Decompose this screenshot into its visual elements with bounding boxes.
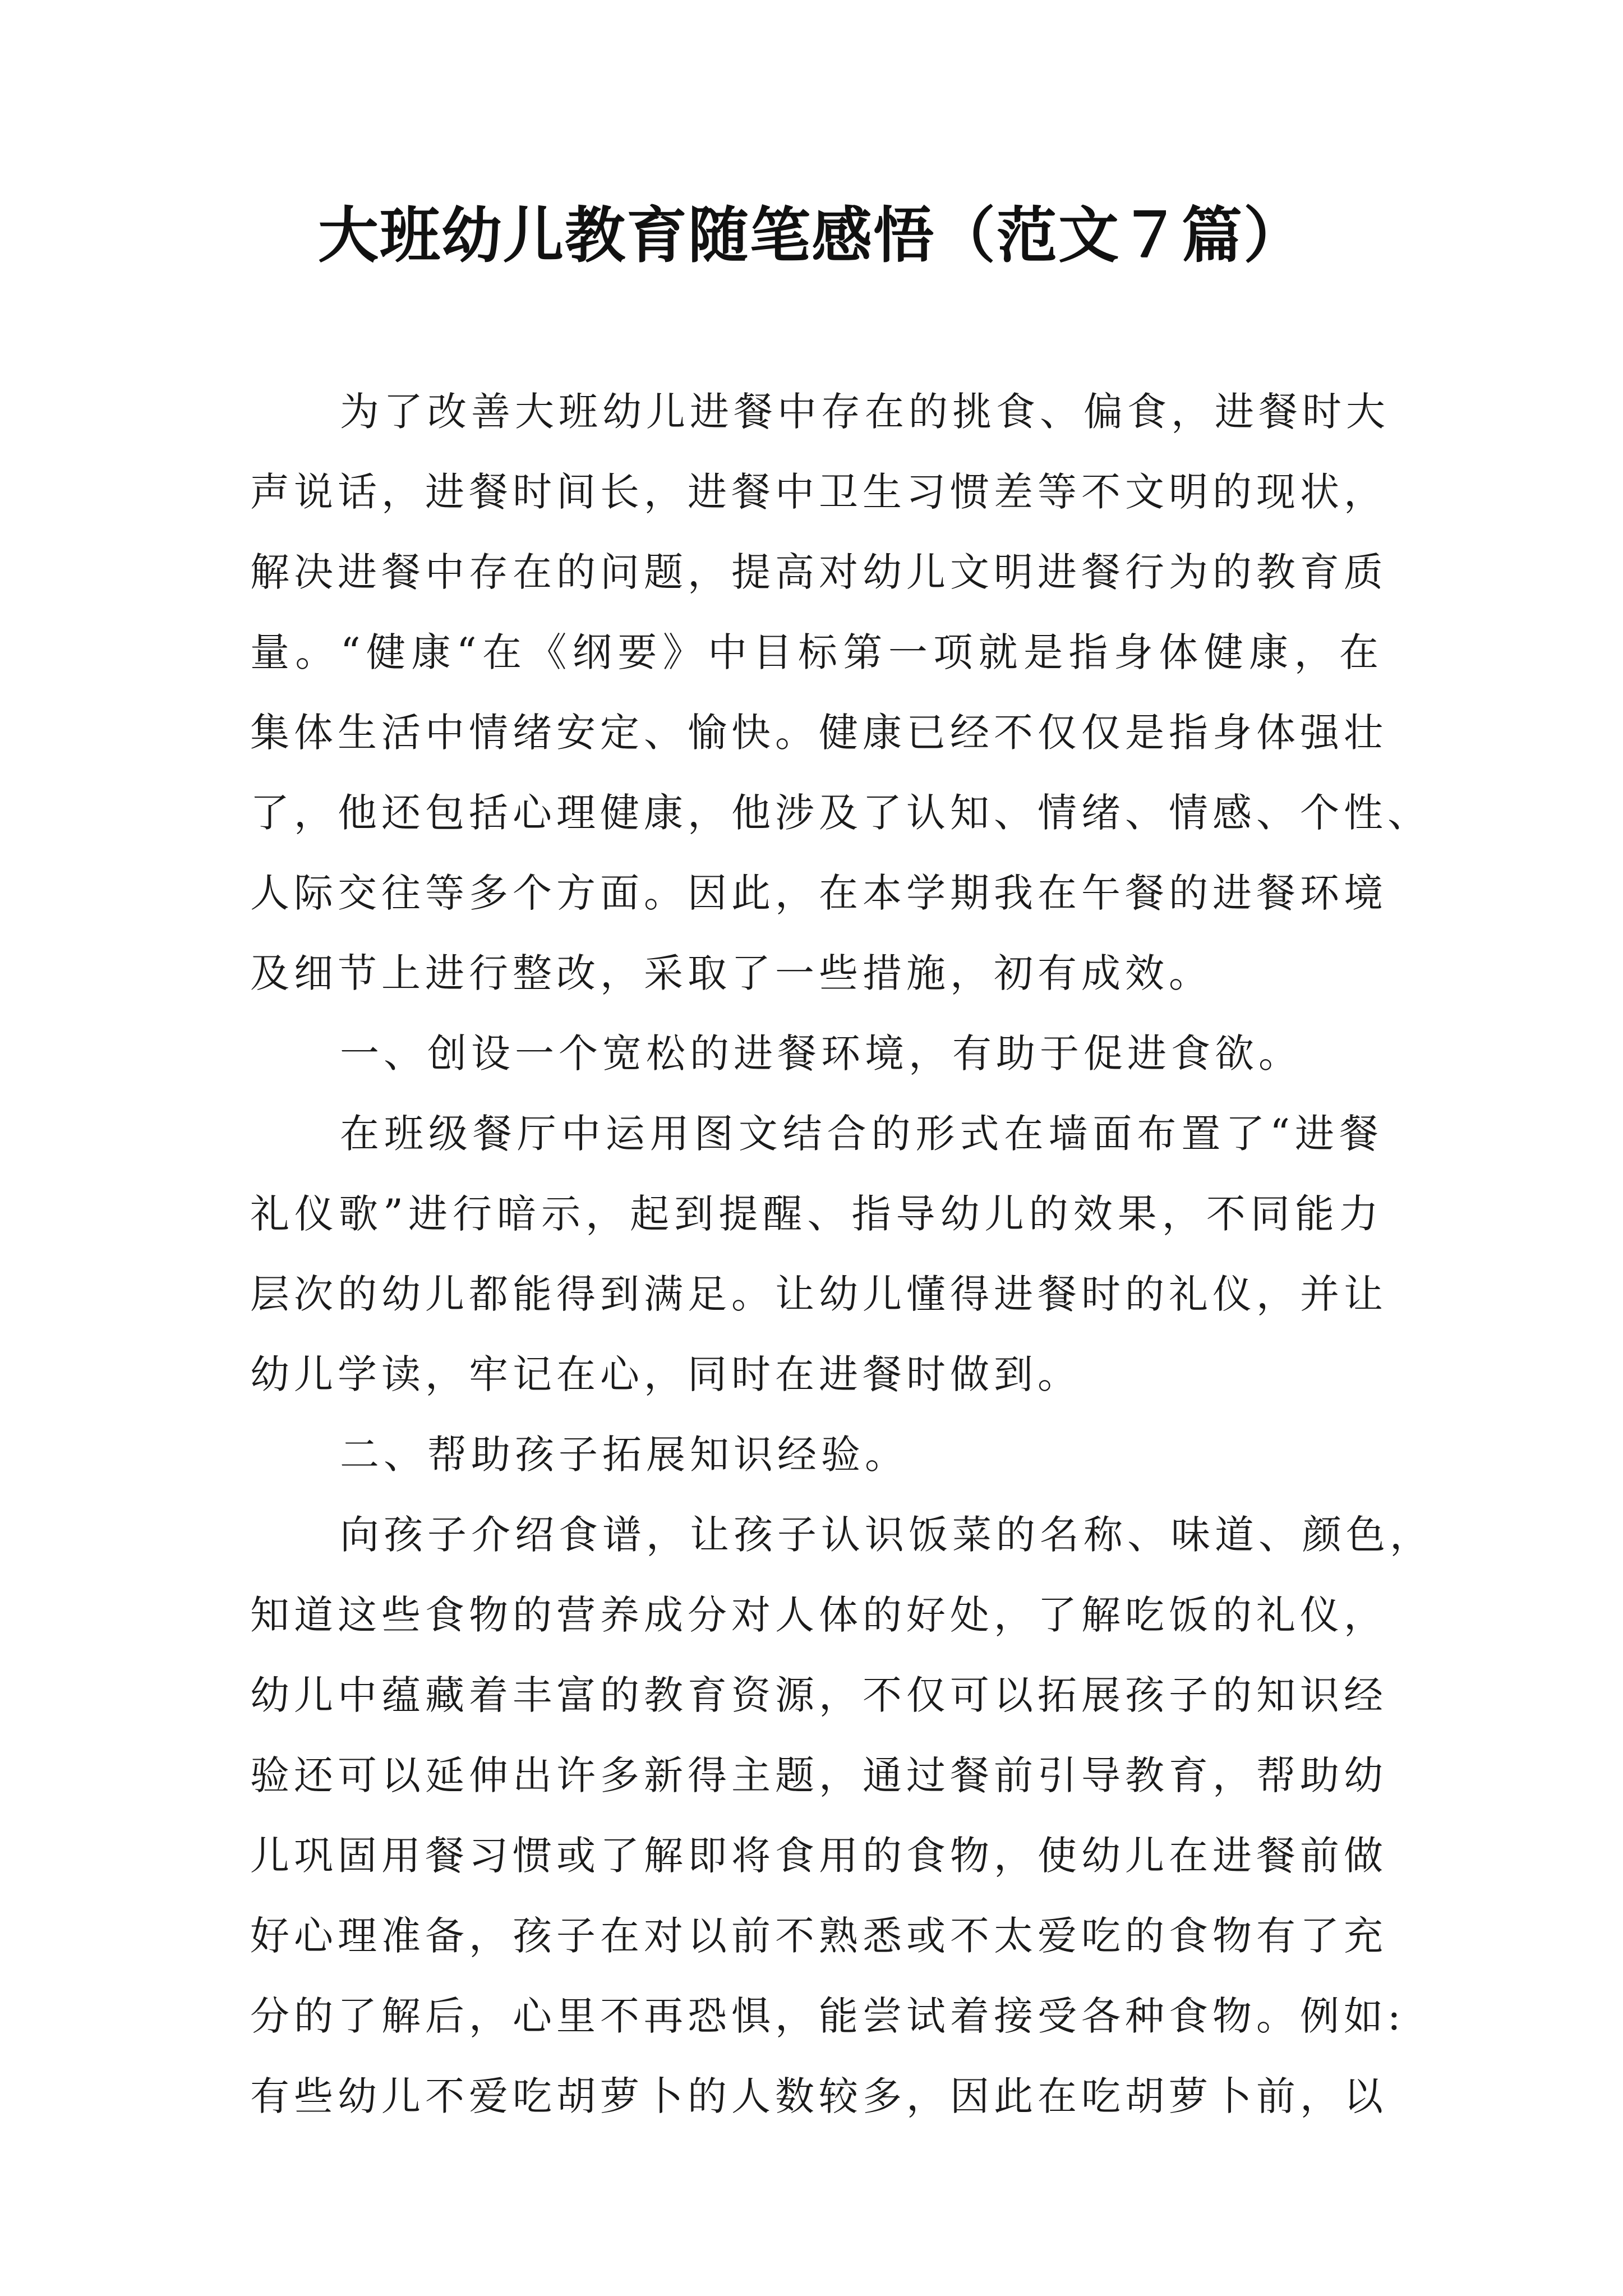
text-line: 集体生活中情绪安定、愉快。健康已经不仅仅是指身体强壮 [250,710,1387,756]
text-line: 量。“健康“在《纲要》中目标第一项就是指身体健康，在 [250,629,1383,675]
text-line: 好心理准备，孩子在对以前不熟悉或不太爱吃的食物有了充 [250,1913,1387,1959]
text-line: 儿巩固用餐习惯或了解即将食用的食物，使幼儿在进餐前做 [250,1833,1387,1879]
document-title: 大班幼儿教育随笔感悟（范文７篇） [317,200,1305,271]
text-line: 幼儿中蕴藏着丰富的教育资源，不仅可以拓展孩子的知识经 [250,1672,1387,1718]
text-line: 声说话，进餐时间长，进餐中卫生习惯差等不文明的现状， [250,469,1387,515]
section-heading: 一、创设一个宽松的进餐环境，有助于促进食欲。 [340,1030,1302,1076]
text-line: 验还可以延伸出许多新得主题，通过餐前引导教育，帮助幼 [250,1752,1387,1798]
text-line: 为了改善大班幼儿进餐中存在的挑食、偏食，进餐时大 [340,389,1390,435]
text-line: 有些幼儿不爱吃胡萝卜的人数较多，因此在吃胡萝卜前，以 [250,2073,1387,2119]
text-line: 及细节上进行整改，采取了一些措施，初有成效。 [250,950,1212,996]
text-line: 人际交往等多个方面。因此，在本学期我在午餐的进餐环境 [250,870,1387,916]
text-line: 礼仪歌”进行暗示，起到提醒、指导幼儿的效果，不同能力 [250,1191,1383,1237]
text-line: 分的了解后，心里不再恐惧，能尝试着接受各种食物。例如: [250,1993,1405,2039]
text-line: 在班级餐厅中运用图文结合的形式在墙面布置了“进餐 [340,1111,1383,1157]
text-line: 向孩子介绍食谱，让孩子认识饭菜的名称、味道、颜色， [340,1512,1433,1558]
text-line: 解决进餐中存在的问题，提高对幼儿文明进餐行为的教育质 [250,549,1387,595]
text-line: 知道这些食物的营养成分对人体的好处，了解吃饭的礼仪， [250,1592,1387,1638]
text-line: 层次的幼儿都能得到满足。让幼儿懂得进餐时的礼仪，并让 [250,1271,1387,1317]
text-line: 幼儿学读，牢记在心，同时在进餐时做到。 [250,1351,1081,1397]
document-body [250,372,1433,2137]
section-heading: 二、帮助孩子拓展知识经验。 [340,1432,909,1478]
text-line: 了，他还包括心理健康，他涉及了认知、情绪、情感、个性、 [250,790,1431,836]
